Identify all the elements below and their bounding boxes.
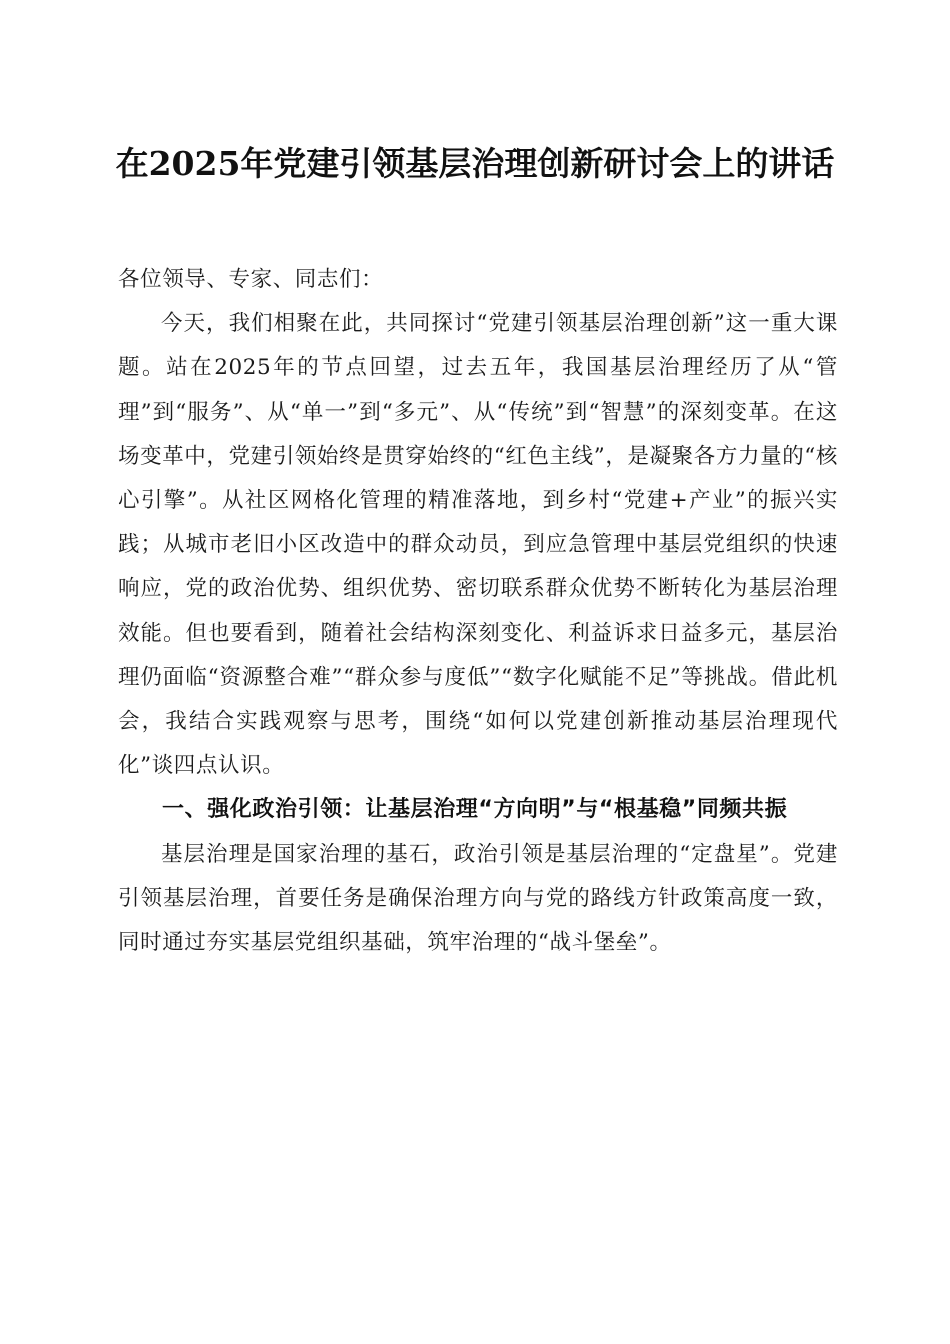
salutation: 各位领导、专家、同志们： xyxy=(118,267,384,292)
section-paragraph: 基层治理是国家治理的基石，政治引领是基层治理的“定盘星”。党建引领基层治理，首要任务是确保治理方向与党的路线方针政策高度一致，同时通过夯实基层党组织基础，筑牢治理的“战斗堡垒”。 xyxy=(118,841,838,956)
document-title: 在2025年党建引领基层治理创新研讨会上的讲话 xyxy=(115,144,835,183)
document-body xyxy=(118,258,838,965)
intro-paragraph: 今天，我们相聚在此，共同探讨“党建引领基层治理创新”这一重大课题。站在2025年的节点回望，过去五年，我国基层治理经历了从“管理”到“服务”、从“单一”到“多元”、从“传统”到“智慧”的深刻变革。在这场变革中，党建引领始终是贯穿始终的“红色主线”，是凝聚各方力量的“核心引擎”。从社区网格化管理的精准落地，到乡村“党建+产业”的振兴实践；从城市老旧小区改造中的群众动员，到应急管理中基层党组织的快速响应，党的政治优势、组织优势、密切联系群众优势不断转化为基层治理效能。但也要看到，随着社会结构深刻变化、利益诉求日益多元，基层治理仍面临“资源整合难”“群众参与度低”“数字化赋能不足”等挑战。借此机会，我结合实践观察与思考，围绕“如何以党建创新推动基层治理现代化”谈四点认识。 xyxy=(118,311,838,779)
section-heading: 一、强化政治引领：让基层治理“方向明”与“根基稳”同频共振 xyxy=(162,797,788,823)
